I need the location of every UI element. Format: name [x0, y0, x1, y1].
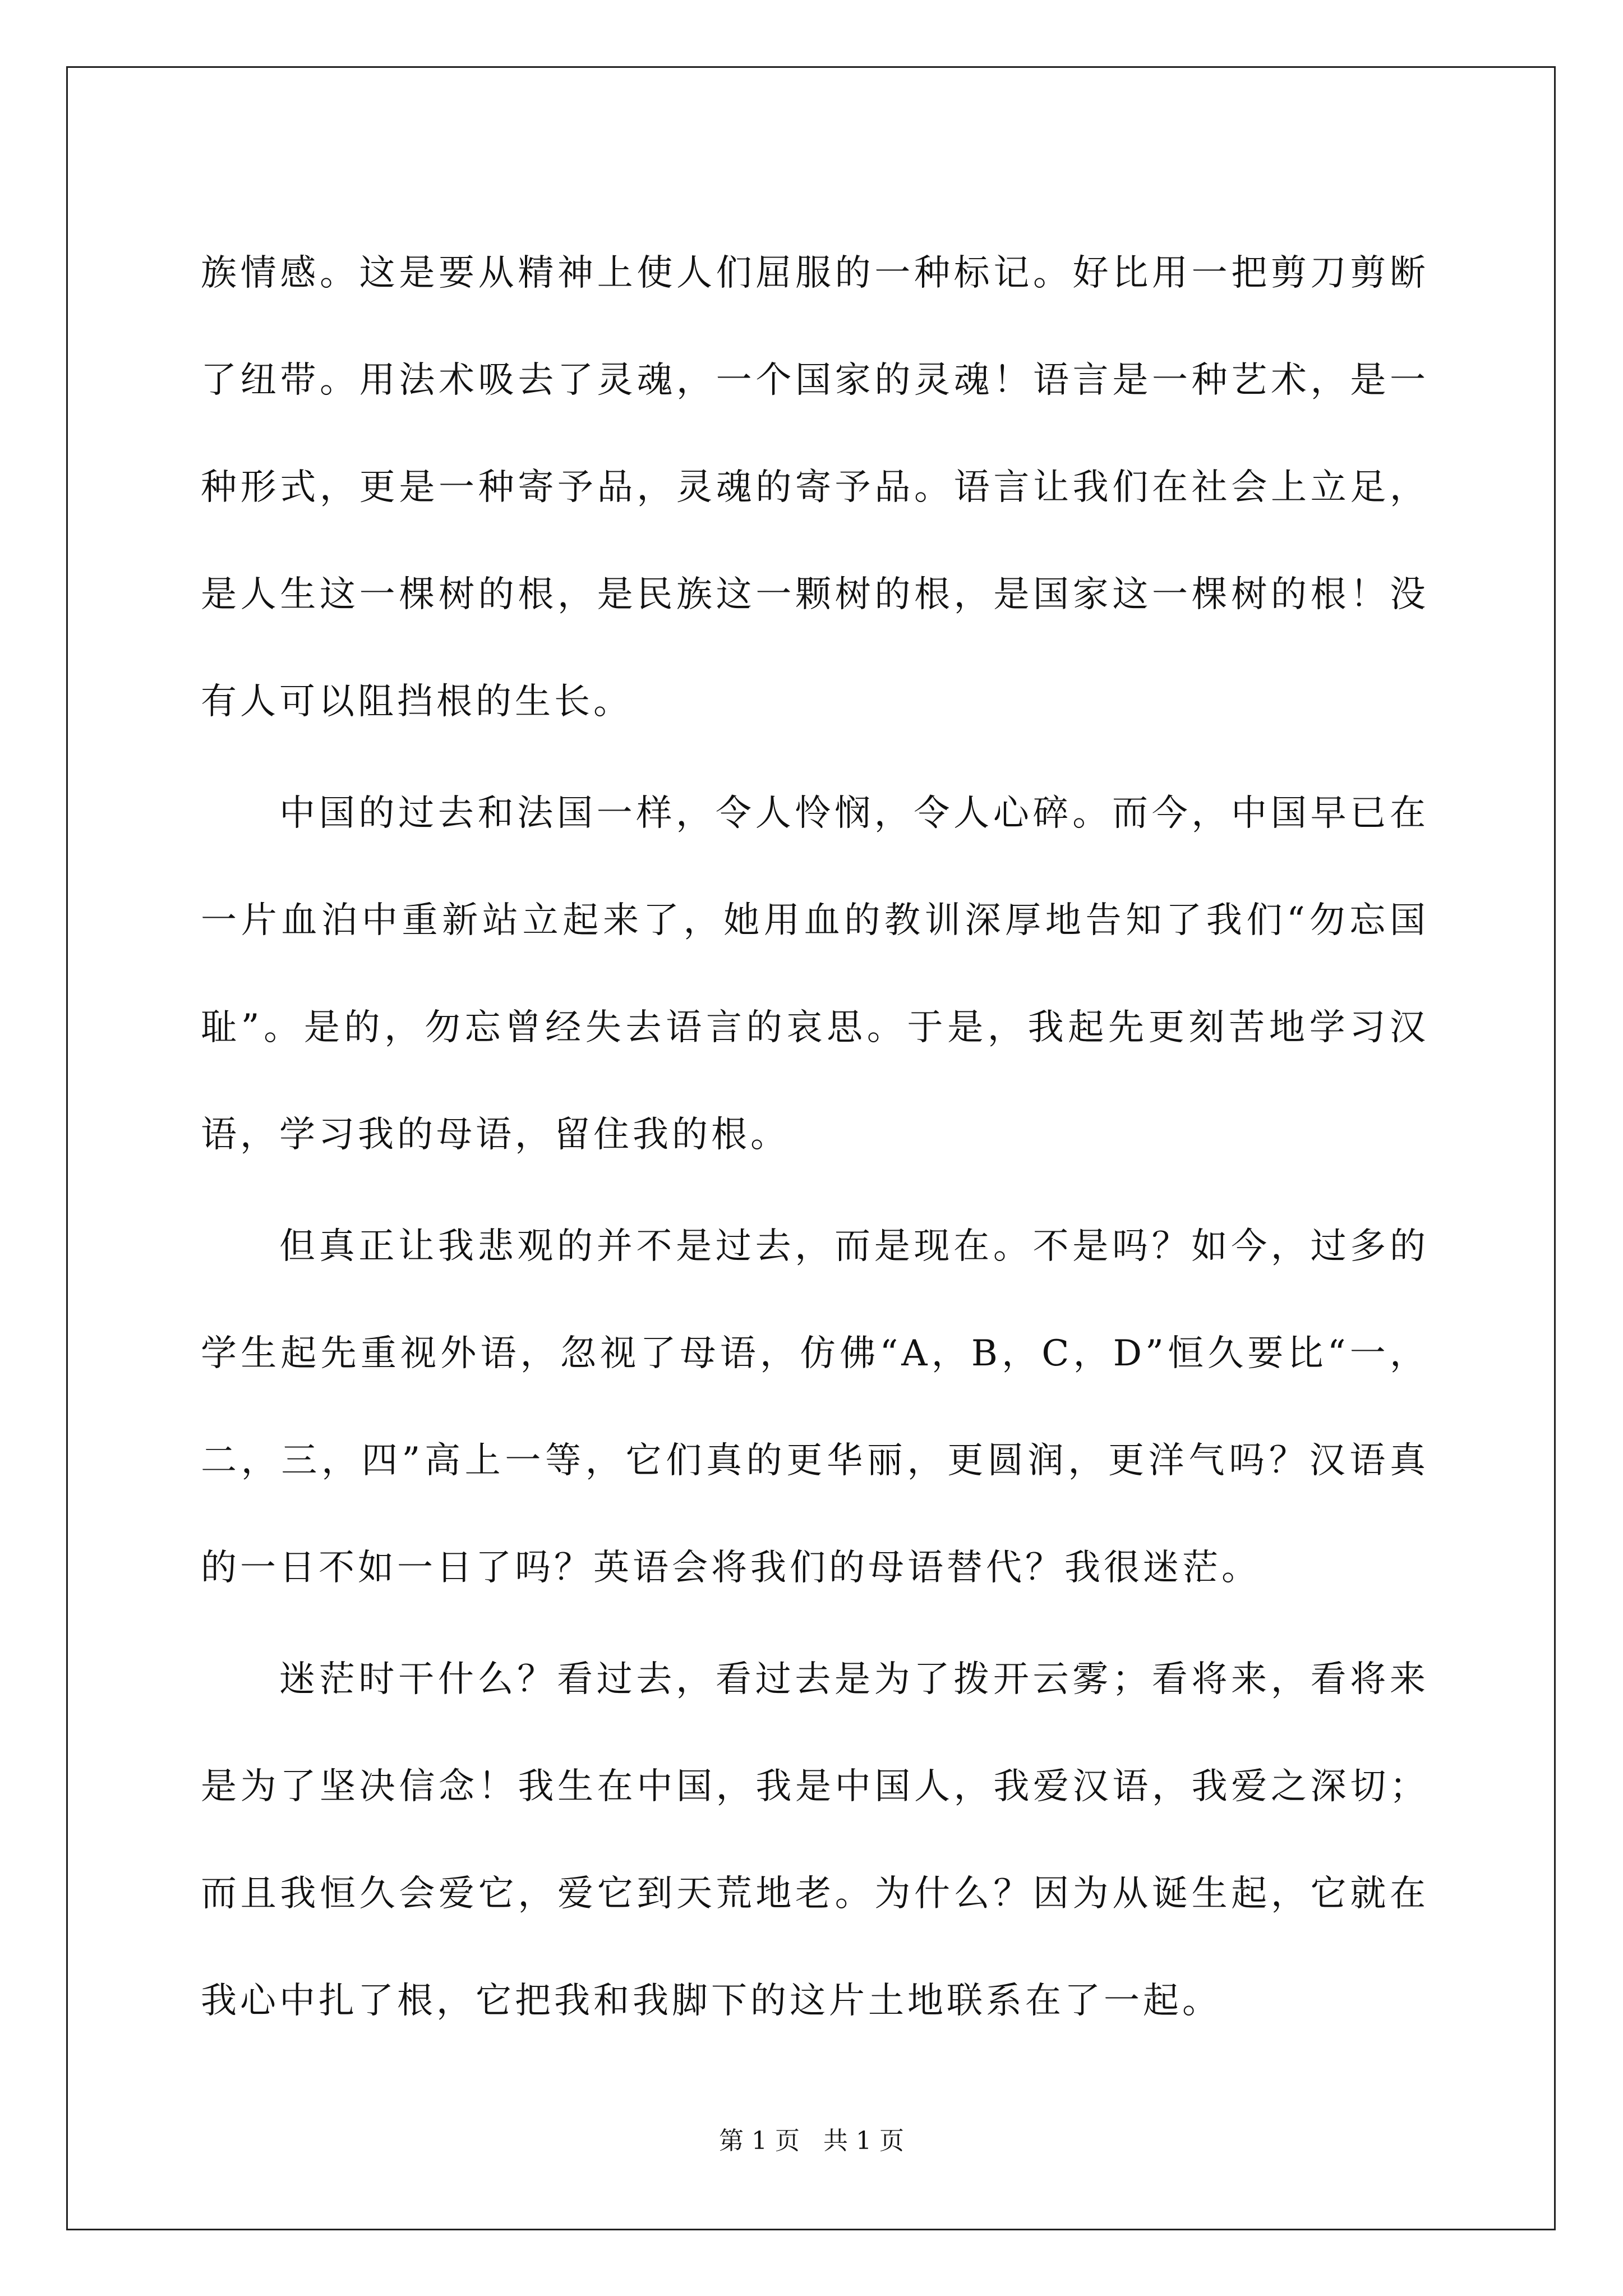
paragraph-4: 迷茫时干什么？看过去，看过去是为了拨开云雾；看将来，看将来是为了坚决信念！我生在中国，我是中国人，我爱汉语，我爱之深切；而且我恒久会爱它，爱它到天荒地老。为什么？因为从诞生起，它就在我心中扎了根，它把我和我脚下的这片土地联系在了一起。	[201, 1659, 1429, 2022]
page-number-footer: 第 1 页 共 1 页	[719, 2127, 904, 2155]
paragraph-3: 但真正让我悲观的并不是过去，而是现在。不是吗？如今，过多的学生起先重视外语，忽视了母语，仿佛“A，B，C，D”恒久要比“一，二，三，四”高上一等，它们真的更华丽，更圆润，更洋气吗？汉语真的一日不如一日了吗？英语会将我们的母语替代？我很迷茫。	[201, 1226, 1429, 1589]
paragraph-2: 中国的过去和法国一样，令人怜悯，令人心碎。而今，中国早已在一片血泊中重新站立起来了，她用血的教训深厚地告知了我们“勿忘国耻”。是的，勿忘曾经失去语言的哀思。于是，我起先更刻苦地学习汉语，学习我的母语，留住我的根。	[201, 793, 1429, 1156]
paragraph-1: 族情感。这是要从精神上使人们屈服的一种标记。好比用一把剪刀剪断了纽带。用法术吸去了灵魂，一个国家的灵魂！语言是一种艺术，是一种形式，更是一种寄予品，灵魂的寄予品。语言让我们在社会上立足，是人生这一棵树的根，是民族这一颗树的根，是国家这一棵树的根！没有人可以阻挡根的生长。	[201, 252, 1429, 723]
document-body	[201, 220, 1429, 2055]
